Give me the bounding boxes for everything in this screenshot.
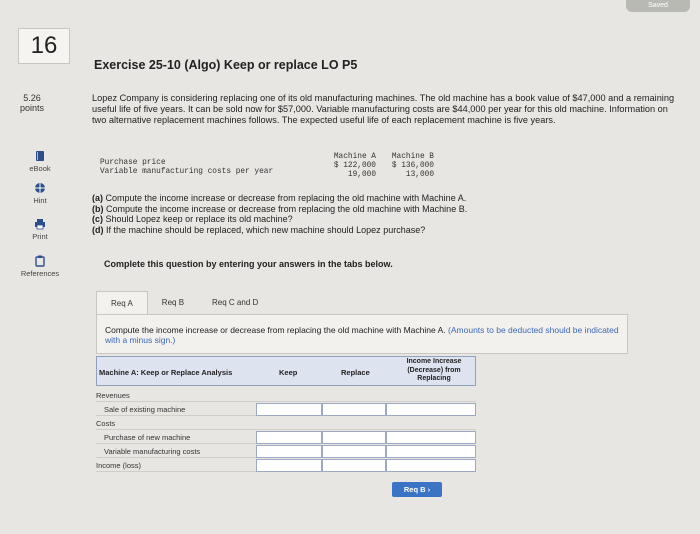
exercise-title: Exercise 25-10 (Algo) Keep or replace LO P5 <box>94 58 358 72</box>
complete-instruction: Complete this question by entering your answers in the tabs below. <box>104 259 393 269</box>
requirement-text: If the machine should be replaced, which new machine should Lopez purchase? <box>106 224 426 235</box>
col-header-machine-b: Machine B <box>391 153 434 161</box>
book-icon <box>34 150 46 162</box>
col-header-replace: Replace <box>341 368 370 377</box>
requirement-text: Should Lopez keep or replace its old machine? <box>105 214 293 225</box>
points-info <box>12 93 52 113</box>
variable-costs-a: 19,000 <box>347 171 376 179</box>
income-loss-keep-input[interactable] <box>256 459 322 472</box>
table-row <box>96 388 476 402</box>
requirement-tag: (a) <box>92 193 103 203</box>
requirement-tag: (d) <box>92 224 104 235</box>
tab-req-a[interactable]: Req A <box>96 291 148 315</box>
col-header-keep: Keep <box>279 368 298 377</box>
row-label: Income (loss) <box>96 461 142 470</box>
globe-icon <box>34 182 46 194</box>
col-header-machine-a: Machine A <box>333 153 376 161</box>
row-label: Costs <box>96 419 116 428</box>
req-a-instruction-text: Compute the income increase or decrease from replacing the old machine with Machine A. <box>105 325 446 335</box>
col-header-income-increase: Income Increase (Decrease) from Replacing <box>406 358 462 382</box>
next-req-b-button[interactable] <box>392 482 442 497</box>
req-a-instruction <box>105 325 625 345</box>
analysis-table-title: Machine A: Keep or Replace Analysis <box>99 368 233 377</box>
table-row <box>96 402 476 416</box>
req-a-instruction-note: (Amounts to be deducted should be indicated with a minus sign.) <box>105 325 619 345</box>
requirement-item <box>92 193 467 204</box>
print-label: Print <box>32 232 48 241</box>
requirement-tag: (c) <box>92 214 103 225</box>
ebook-button[interactable] <box>14 150 66 173</box>
requirement-item <box>92 204 467 215</box>
points-label: points <box>19 103 45 113</box>
references-button[interactable] <box>14 255 66 278</box>
chevron-right-icon: › <box>427 485 431 494</box>
tab-req-b[interactable]: Req B <box>161 298 185 307</box>
hint-label: Hint <box>33 196 47 205</box>
points-value: 5.26 <box>23 93 41 103</box>
row-label: Purchase of new machine <box>104 433 191 442</box>
variable-costs-income-input[interactable] <box>386 445 476 458</box>
hint-button[interactable] <box>14 182 66 205</box>
analysis-table-header <box>96 356 476 386</box>
purchase-price-a: $ 122,000 <box>333 162 376 170</box>
variable-costs-label: Variable manufacturing costs per year <box>100 168 274 176</box>
references-label: References <box>20 269 60 278</box>
purchase-new-replace-input[interactable] <box>322 431 386 444</box>
table-row <box>96 430 476 444</box>
analysis-table-body <box>96 388 476 472</box>
requirement-tag: (b) <box>92 203 104 214</box>
table-row <box>96 458 476 472</box>
requirement-text: Compute the income increase or decrease from replacing the old machine with Machine A. <box>105 193 467 203</box>
tab-bar <box>96 291 272 315</box>
sale-existing-replace-input[interactable] <box>322 403 386 416</box>
sale-existing-income-input[interactable] <box>386 403 476 416</box>
income-loss-income-input[interactable] <box>386 459 476 472</box>
purchase-new-keep-input[interactable] <box>256 431 322 444</box>
purchase-price-b: $ 136,000 <box>391 162 434 170</box>
requirements-list <box>92 193 467 235</box>
ebook-label: eBook <box>29 164 51 173</box>
print-button[interactable] <box>14 218 66 241</box>
references-icon <box>34 255 46 267</box>
purchase-new-income-input[interactable] <box>386 431 476 444</box>
printer-icon <box>34 218 46 230</box>
variable-costs-b: 13,000 <box>405 171 434 179</box>
row-label: Revenues <box>96 391 130 400</box>
next-button-label: Req B <box>403 485 426 494</box>
saved-badge: Saved <box>626 0 690 12</box>
requirement-item <box>92 214 467 225</box>
question-number: 16 <box>18 28 70 64</box>
requirement-text: Compute the income increase or decrease from replacing the old machine with Machine B. <box>106 203 468 214</box>
row-label: Variable manufacturing costs <box>104 447 201 456</box>
variable-costs-replace-input[interactable] <box>322 445 386 458</box>
table-row <box>96 444 476 458</box>
variable-costs-keep-input[interactable] <box>256 445 322 458</box>
sale-existing-keep-input[interactable] <box>256 403 322 416</box>
requirement-item <box>92 225 467 236</box>
purchase-price-label: Purchase price <box>100 159 166 167</box>
income-loss-replace-input[interactable] <box>322 459 386 472</box>
problem-intro: Lopez Company is considering replacing one of its old manufacturing machines. The old machine has a book value of $47,000 and a remaining useful life of five years. It can be sold now for $57,000. Variable manufacturing costs are $44,000 per year for this old machine. Information on two alternative replacement machines follows. The expected useful life of each replacement machine is five years. <box>92 93 675 125</box>
row-label: Sale of existing machine <box>104 405 186 414</box>
tab-content <box>96 314 628 354</box>
tab-req-c-and-d[interactable]: Req C and D <box>212 298 259 307</box>
table-row <box>96 416 476 430</box>
